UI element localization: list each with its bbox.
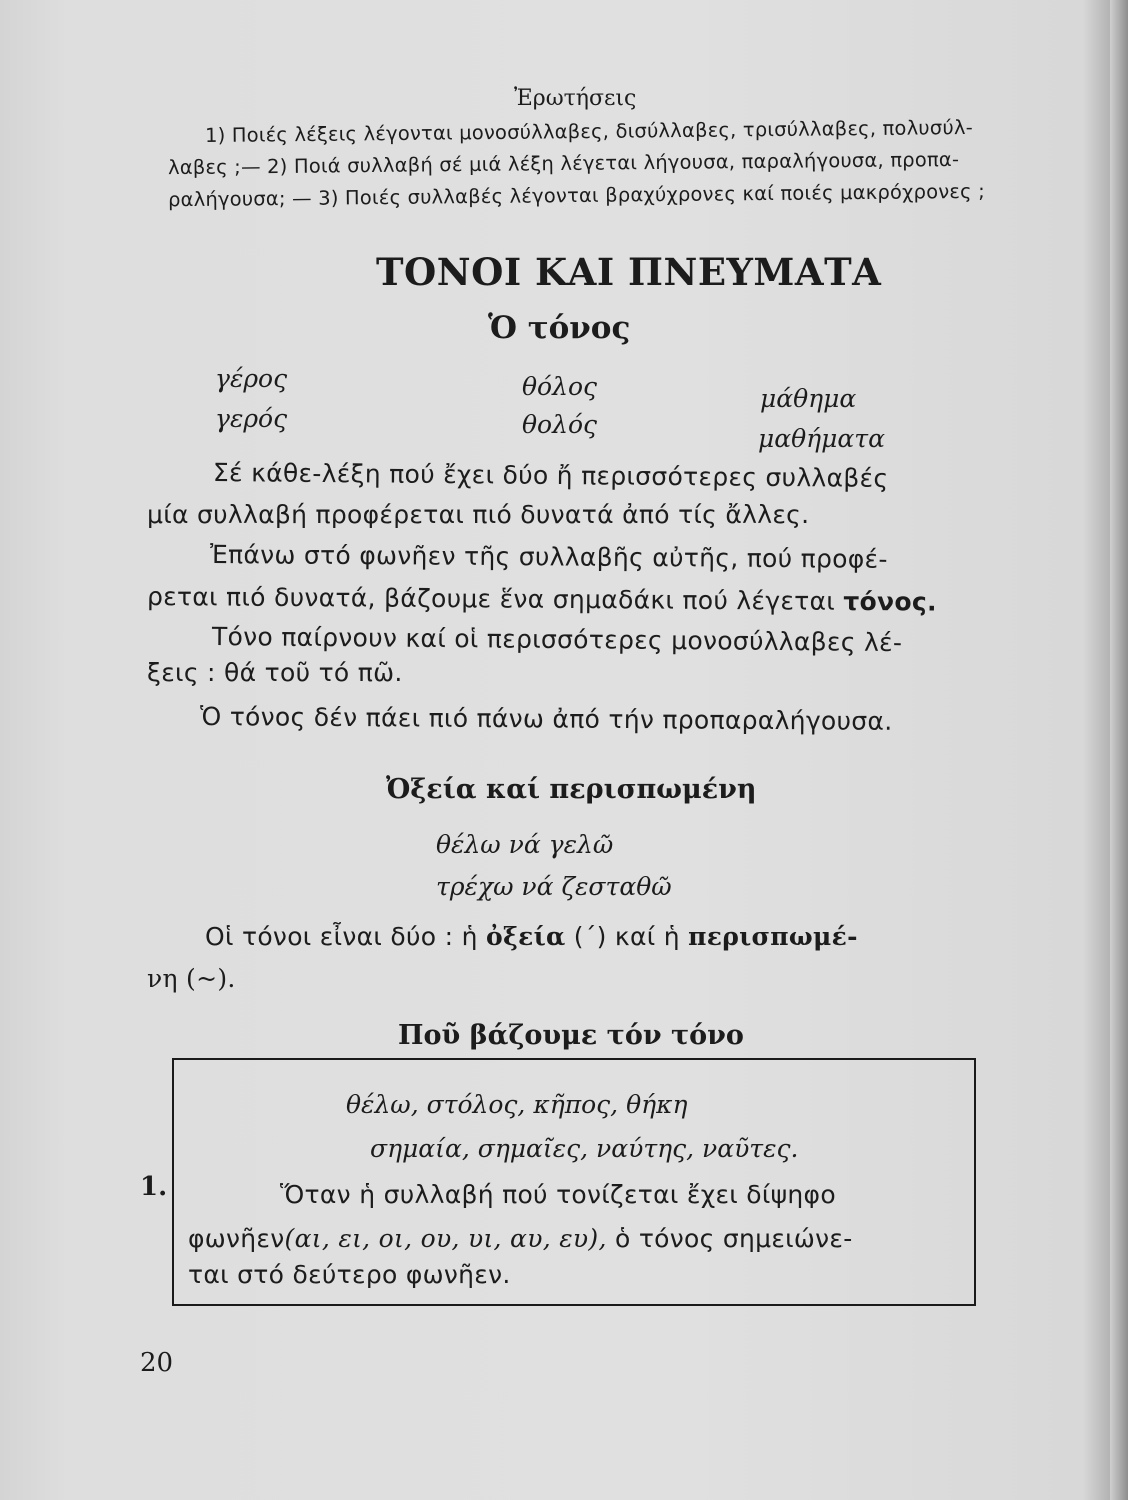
- rule-line-3: ται στό δεύτερο φωνῆεν.: [188, 1260, 511, 1289]
- oxeia-text-b: (΄) καί ἡ: [573, 922, 680, 951]
- rule-line-1: Ὅταν ἡ συλλαβή πού τονίζεται ἔχει δίψηφο: [280, 1180, 836, 1209]
- paragraph-line-5: Τόνο παίρνουν καί οἱ περισσότερες μονοσύλλαβες λέ-: [211, 622, 903, 658]
- page-number: 20: [140, 1348, 174, 1378]
- paragraph-line-1: Σέ κάθε-λέξη πού ἔχει δύο ἤ περισσότερες συλλαβές: [212, 458, 889, 493]
- example-col1-b: γερός: [215, 404, 288, 433]
- tonos-term: τόνος.: [843, 586, 937, 617]
- questions-heading: Ἐρωτήσεις: [514, 86, 637, 111]
- example-col2-a: θόλος: [522, 372, 597, 401]
- oxeia-line-1: [205, 922, 858, 951]
- paragraph-line-4-text: ρεται πιό δυνατά, βάζουμε ἕνα σημαδάκι πού λέγεται: [146, 582, 836, 616]
- paragraph-line-3: Ἐπάνω στό φωνῆεν τῆς συλλαβῆς αὐτῆς, πού προφέ-: [209, 540, 888, 574]
- rule-line-2a: φωνῆεν: [188, 1224, 285, 1253]
- oxeia-line-2: νη (~).: [147, 964, 236, 993]
- question-line-1: 1) Ποιές λέξεις λέγονται μονοσύλλαβες, δισύλλαβες, τρισύλλαβες, πολυσύλ-: [204, 115, 973, 148]
- diphthongs: (αι, ει, οι, ου, υι, αυ, ευ),: [284, 1224, 607, 1253]
- example-col2-b: θολός: [522, 410, 597, 439]
- example-col1-a: γέρος: [215, 364, 288, 393]
- example-col3-b: μαθήματα: [758, 424, 886, 453]
- oxeia-example-2: τρέχω νά ζεσταθῶ: [436, 872, 672, 901]
- rule-line-2: [188, 1224, 853, 1253]
- section-subtitle: Ὁ τόνος: [488, 310, 631, 346]
- rule-example-2: σημαία, σημαῖες, ναύτης, ναῦτες.: [370, 1134, 799, 1163]
- rule-line-2c: ὁ τόνος σημειώνε-: [614, 1224, 853, 1253]
- paragraph-line-2: μία συλλαβή προφέρεται πιό δυνατά ἀπό τίς ἄλλες.: [147, 500, 810, 529]
- oxeia-text-a: Οἱ τόνοι εἶναι δύο : ἡ: [205, 922, 478, 951]
- oxeia-term: ὀξεία: [486, 922, 566, 951]
- section-title: ΤΟΝΟΙ ΚΑΙ ΠΝΕΥΜΑΤΑ: [376, 250, 882, 294]
- question-line-3: ραλήγουσα; — 3) Ποιές συλλαβές λέγονται βραχύχρονες καί ποιές μακρόχρονες ;: [167, 179, 986, 212]
- paragraph-line-6: ξεις : θά τοῦ τό πῶ.: [147, 658, 403, 687]
- where-heading: Ποῦ βάζουμε τόν τόνο: [398, 1020, 744, 1051]
- page-edge: [1110, 0, 1128, 1500]
- question-line-2: λαβες ;— 2) Ποιά συλλαβή σέ μιά λέξη λέγεται λήγουσα, παραλήγουσα, προπα-: [167, 147, 960, 180]
- rule-number: 1.: [140, 1172, 168, 1202]
- paragraph-line-4: [147, 582, 937, 617]
- perispomeni-term: περισπωμέ-: [688, 922, 858, 951]
- rule-example-1: θέλω, στόλος, κῆπος, θήκη: [346, 1090, 688, 1119]
- example-col3-a: μάθημα: [760, 384, 857, 413]
- oxeia-heading: Ὀξεία καί περισπωμένη: [386, 774, 757, 805]
- oxeia-example-1: θέλω νά γελῶ: [436, 830, 614, 859]
- paragraph-line-7: Ὁ τόνος δέν πάει πιό πάνω ἀπό τήν προπαραλήγουσα.: [199, 702, 893, 736]
